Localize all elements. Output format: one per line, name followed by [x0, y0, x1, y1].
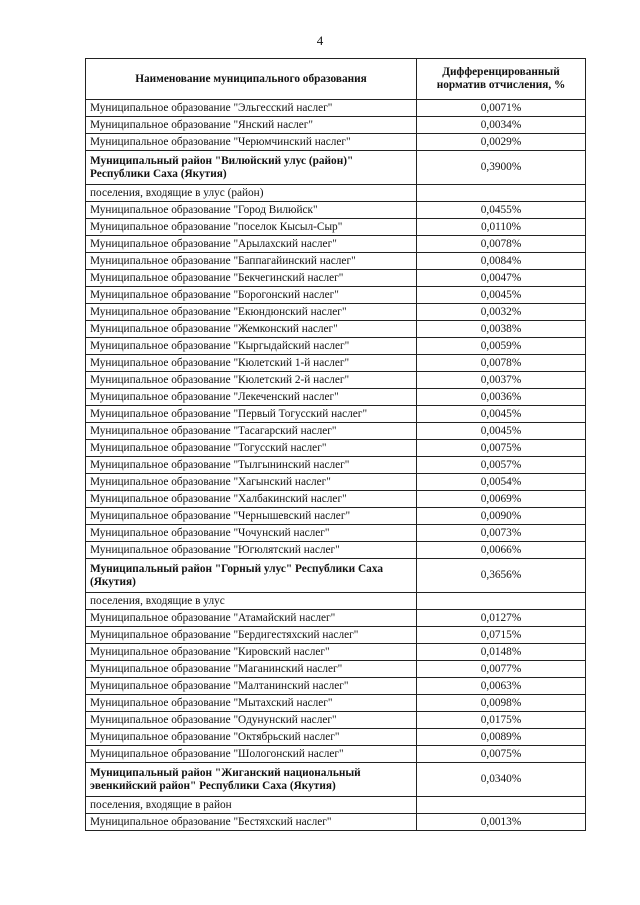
municipality-name: Муниципальное образование "Маганинский наслег": [86, 661, 417, 678]
municipality-rate: 0,0047%: [417, 270, 586, 287]
municipality-rate: 0,0175%: [417, 712, 586, 729]
table-row: [86, 746, 586, 763]
table-row: [86, 729, 586, 746]
district-row: [86, 151, 586, 185]
municipality-name: Муниципальное образование "Тогусский наслег": [86, 440, 417, 457]
municipality-rate: 0,0715%: [417, 627, 586, 644]
subheader-empty-cell: [417, 593, 586, 610]
municipality-rate: 0,0066%: [417, 542, 586, 559]
table-row: [86, 270, 586, 287]
municipality-rate: 0,0037%: [417, 372, 586, 389]
municipality-name: Муниципальное образование "Борогонский наслег": [86, 287, 417, 304]
municipality-rate: 0,0032%: [417, 304, 586, 321]
municipality-name: Муниципальное образование "Баппагайинский наслег": [86, 253, 417, 270]
table-row: [86, 678, 586, 695]
municipality-name: Муниципальное образование "поселок Кысыл-Сыр": [86, 219, 417, 236]
district-row: [86, 559, 586, 593]
municipality-name: Муниципальное образование "Эльгесский наслег": [86, 100, 417, 117]
table-row: [86, 219, 586, 236]
municipality-name: Муниципальное образование "Мытахский наслег": [86, 695, 417, 712]
municipality-rate: 0,0073%: [417, 525, 586, 542]
municipality-name: Муниципальное образование "Кировский наслег": [86, 644, 417, 661]
table-row: [86, 253, 586, 270]
municipality-name: Муниципальное образование "Бекчегинский наслег": [86, 270, 417, 287]
header-name: Наименование муниципального образования: [86, 59, 417, 100]
municipality-name: Муниципальное образование "Арылахский наслег": [86, 236, 417, 253]
municipality-name: Муниципальное образование "Черюмчинский наслег": [86, 134, 417, 151]
municipality-rate: 0,0075%: [417, 746, 586, 763]
subheader-empty-cell: [417, 185, 586, 202]
district-row: [86, 763, 586, 797]
table-row: [86, 491, 586, 508]
municipality-rate: 0,0455%: [417, 202, 586, 219]
settlements-subheader-row: [86, 593, 586, 610]
municipality-rate: 0,0045%: [417, 406, 586, 423]
table-row: [86, 525, 586, 542]
subheader-label: поселения, входящие в улус: [86, 593, 417, 610]
municipality-name: Муниципальное образование "Бердигестяхский наслег": [86, 627, 417, 644]
municipality-rate: 0,0045%: [417, 423, 586, 440]
municipality-name: Муниципальное образование "Город Вилюйск": [86, 202, 417, 219]
table-row: [86, 712, 586, 729]
municipality-rate: 0,0077%: [417, 661, 586, 678]
district-name: Муниципальный район "Горный улус" Республики Саха (Якутия): [86, 559, 417, 593]
municipality-name: Муниципальное образование "Янский наслег": [86, 117, 417, 134]
district-rate: 0,0340%: [417, 763, 586, 797]
municipality-name: Муниципальное образование "Лекеченский наслег": [86, 389, 417, 406]
municipality-name: Муниципальное образование "Жемконский наслег": [86, 321, 417, 338]
district-name: Муниципальный район "Жиганский национальный эвенкийский район" Республики Саха (Якутия): [86, 763, 417, 797]
district-rate: 0,3900%: [417, 151, 586, 185]
table-row: [86, 355, 586, 372]
municipality-rate: 0,0075%: [417, 440, 586, 457]
table-row: [86, 372, 586, 389]
municipality-name: Муниципальное образование "Кыргыдайский наслег": [86, 338, 417, 355]
table-row: [86, 406, 586, 423]
table-row: [86, 287, 586, 304]
municipality-rate: 0,0078%: [417, 236, 586, 253]
municipality-rate: 0,0034%: [417, 117, 586, 134]
municipality-rate: 0,0057%: [417, 457, 586, 474]
municipality-rate: 0,0063%: [417, 678, 586, 695]
subheader-label: поселения, входящие в улус (район): [86, 185, 417, 202]
municipality-rate: 0,0110%: [417, 219, 586, 236]
municipality-name: Муниципальное образование "Югюлятский наслег": [86, 542, 417, 559]
municipality-rate: 0,0127%: [417, 610, 586, 627]
subheader-label: поселения, входящие в район: [86, 797, 417, 814]
table-row: [86, 627, 586, 644]
municipality-rate: 0,0084%: [417, 253, 586, 270]
municipality-name: Муниципальное образование "Чернышевский наслег": [86, 508, 417, 525]
municipality-name: Муниципальное образование "Первый Тогусский наслег": [86, 406, 417, 423]
table-row: [86, 202, 586, 219]
municipality-rate: 0,0098%: [417, 695, 586, 712]
municipality-rate: 0,0089%: [417, 729, 586, 746]
table-row: [86, 474, 586, 491]
table-row: [86, 321, 586, 338]
municipality-rate: 0,0013%: [417, 814, 586, 831]
municipality-name: Муниципальное образование "Чочунский наслег": [86, 525, 417, 542]
table-row: [86, 610, 586, 627]
table-row: [86, 814, 586, 831]
municipality-rate: 0,0029%: [417, 134, 586, 151]
municipality-rate: 0,0059%: [417, 338, 586, 355]
page-number: 4: [316, 33, 324, 48]
table-row: [86, 338, 586, 355]
municipality-rate: 0,0038%: [417, 321, 586, 338]
table-row: [86, 644, 586, 661]
table-row: [86, 542, 586, 559]
municipality-name: Муниципальное образование "Одунунский наслег": [86, 712, 417, 729]
municipality-name: Муниципальное образование "Хагынский наслег": [86, 474, 417, 491]
municipality-name: Муниципальное образование "Тасагарский наслег": [86, 423, 417, 440]
municipality-rate: 0,0069%: [417, 491, 586, 508]
municipality-name: Муниципальное образование "Бестяхский наслег": [86, 814, 417, 831]
municipality-name: Муниципальное образование "Малтанинский наслег": [86, 678, 417, 695]
table-row: [86, 389, 586, 406]
municipality-rate: 0,0054%: [417, 474, 586, 491]
municipality-name: Муниципальное образование "Октябрьский наслег": [86, 729, 417, 746]
table-row: [86, 695, 586, 712]
table-row: [86, 440, 586, 457]
municipality-rate: 0,0078%: [417, 355, 586, 372]
table-row: [86, 100, 586, 117]
municipality-rate: 0,0071%: [417, 100, 586, 117]
municipality-name: Муниципальное образование "Шологонский наслег": [86, 746, 417, 763]
table-row: [86, 117, 586, 134]
header-rate: Дифференцированный норматив отчисления, %: [417, 59, 586, 100]
table-row: [86, 508, 586, 525]
municipality-rate: 0,0090%: [417, 508, 586, 525]
table-row: [86, 423, 586, 440]
municipality-rate: 0,0045%: [417, 287, 586, 304]
municipality-name: Муниципальное образование "Кюлетский 1-й наслег": [86, 355, 417, 372]
district-rate: 0,3656%: [417, 559, 586, 593]
table-row: [86, 134, 586, 151]
norms-table: [85, 58, 586, 831]
municipality-name: Муниципальное образование "Атамайский наслег": [86, 610, 417, 627]
settlements-subheader-row: [86, 797, 586, 814]
table-row: [86, 661, 586, 678]
table-row: [86, 304, 586, 321]
municipality-name: Муниципальное образование "Халбакинский наслег": [86, 491, 417, 508]
table-header-row: [86, 59, 586, 100]
table-body: [86, 100, 586, 831]
municipality-name: Муниципальное образование "Екюндюнский наслег": [86, 304, 417, 321]
district-name: Муниципальный район "Вилюйский улус (район)" Республики Саха (Якутия): [86, 151, 417, 185]
table-row: [86, 457, 586, 474]
subheader-empty-cell: [417, 797, 586, 814]
table-row: [86, 236, 586, 253]
municipality-rate: 0,0036%: [417, 389, 586, 406]
municipality-name: Муниципальное образование "Кюлетский 2-й наслег": [86, 372, 417, 389]
municipality-name: Муниципальное образование "Тылгынинский наслег": [86, 457, 417, 474]
municipality-rate: 0,0148%: [417, 644, 586, 661]
settlements-subheader-row: [86, 185, 586, 202]
